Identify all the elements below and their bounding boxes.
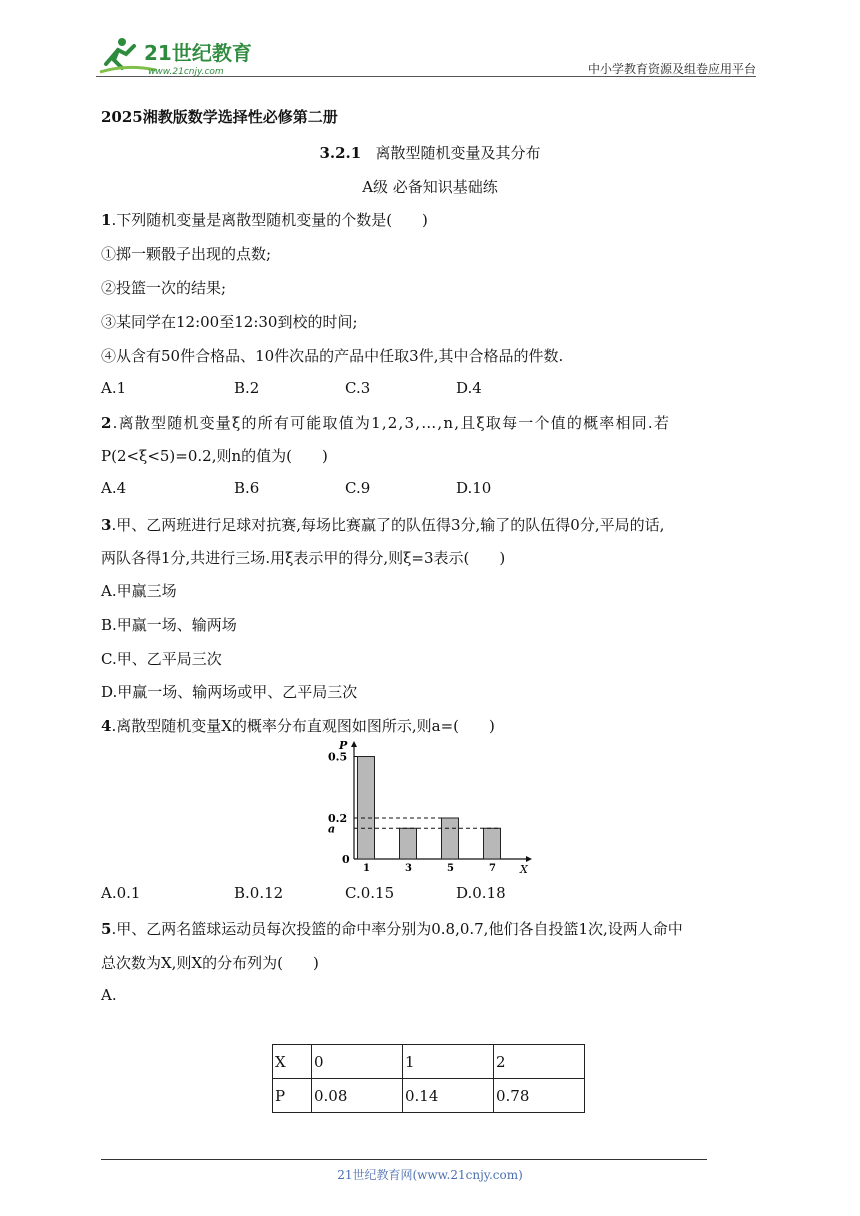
q2-option-c: C.9 (345, 479, 371, 497)
svg-text:21世纪教育: 21世纪教育 (144, 41, 252, 65)
q3-stem: 3.甲、乙两班进行足球对抗赛,每场比赛赢了的队伍得3分,输了的队伍得0分,平局的话, (101, 516, 665, 534)
table-cell: 1 (403, 1045, 494, 1079)
distribution-table (272, 1044, 585, 1113)
footer-link[interactable]: 21世纪教育网(www.21cnjy.com) (337, 1168, 523, 1182)
q3-option-d: D.甲赢一场、输两场或甲、乙平局三次 (101, 683, 358, 701)
q1-item: ①掷一颗骰子出现的点数; (101, 245, 272, 263)
bar (442, 818, 459, 859)
x-axis-label: X (520, 863, 528, 875)
q1-option-a: A.1 (101, 379, 127, 397)
table-cell: 0.78 (494, 1079, 585, 1113)
level-heading: A级 必备知识基础练 (362, 178, 498, 196)
x-tick-label: 1 (363, 863, 370, 874)
table-cell: X (273, 1045, 312, 1079)
q2-stem-cont: P(2<ξ<5)=0.2,则n的值为( ) (101, 447, 328, 465)
q4-option-a: A.0.1 (101, 884, 141, 902)
x-tick-label: 7 (489, 863, 496, 874)
q4-option-d: D.0.18 (456, 884, 506, 902)
q3-option-c: C.甲、乙平局三次 (101, 650, 222, 668)
bar (400, 828, 417, 859)
q1-option-c: C.3 (345, 379, 371, 397)
table-cell: 0.08 (312, 1079, 403, 1113)
y-tick-label: 0 (342, 853, 350, 866)
q3-option-a: A.甲赢三场 (101, 582, 177, 600)
q2-option-b: B.6 (234, 479, 260, 497)
platform-name: 中小学教育资源及组卷应用平台 (587, 62, 756, 76)
table-cell: 0.14 (403, 1079, 494, 1113)
q1-item: ③某同学在12:00至12:30到校的时间; (101, 313, 358, 331)
q1-item: ④从含有50件合格品、10件次品的产品中任取3件,其中合格品的件数. (101, 347, 564, 365)
probability-bar-chart (318, 737, 538, 875)
q4-option-b: B.0.12 (234, 884, 284, 902)
table-row (273, 1079, 585, 1113)
q3-stem-cont: 两队各得1分,共进行三场.用ξ表示甲的得分,则ξ=3表示( ) (101, 549, 506, 567)
section-heading (0, 142, 860, 163)
q5-stem: 5.甲、乙两名篮球运动员每次投篮的命中率分别为0.8,0.7,他们各自投篮1次,设两人命中 (101, 920, 683, 938)
q4-stem: 4.离散型随机变量X的概率分布直观图如图所示,则a=( ) (101, 717, 495, 735)
q2-stem: 2.离散型随机变量ξ的所有可能取值为1,2,3,…,n,且ξ取每一个值的概率相同.若 (101, 414, 671, 432)
q1-option-b: B.2 (234, 379, 260, 397)
y-axis-arrow (351, 741, 357, 747)
table-cell: 2 (494, 1045, 585, 1079)
doc-title: 2025湘教版数学选择性必修第二册 (101, 108, 338, 126)
section-title: 离散型随机变量及其分布 (375, 144, 541, 162)
q1-option-d: D.4 (456, 379, 482, 397)
logo (96, 34, 266, 78)
q5-option-a-label: A. (101, 986, 117, 1004)
q1-stem: 1.下列随机变量是离散型随机变量的个数是( ) (101, 211, 428, 229)
bar (484, 828, 501, 859)
footer-divider (101, 1159, 707, 1160)
q1-item: ②投篮一次的结果; (101, 279, 227, 297)
x-axis-arrow (526, 856, 532, 862)
y-tick-label: 0.2 (328, 812, 348, 825)
q5-stem-cont: 总次数为X,则X的分布列为( ) (101, 954, 319, 972)
svg-text:www.21cnjy.com: www.21cnjy.com (148, 67, 224, 77)
table-row (273, 1045, 585, 1079)
q3-option-b: B.甲赢一场、输两场 (101, 616, 237, 634)
x-tick-label: 5 (447, 863, 454, 874)
section-number: 3.2.1 (319, 144, 362, 162)
bar (358, 757, 375, 860)
table-cell: 0 (312, 1045, 403, 1079)
y-tick-label: a (328, 822, 336, 836)
y-axis-label: P (339, 739, 348, 752)
q2-option-a: A.4 (101, 479, 127, 497)
header-divider (96, 76, 756, 77)
table-cell: P (273, 1079, 312, 1113)
q2-option-d: D.10 (456, 479, 492, 497)
x-tick-label: 3 (405, 863, 412, 874)
q4-option-c: C.0.15 (345, 884, 395, 902)
y-tick-label: 0.5 (328, 750, 348, 764)
